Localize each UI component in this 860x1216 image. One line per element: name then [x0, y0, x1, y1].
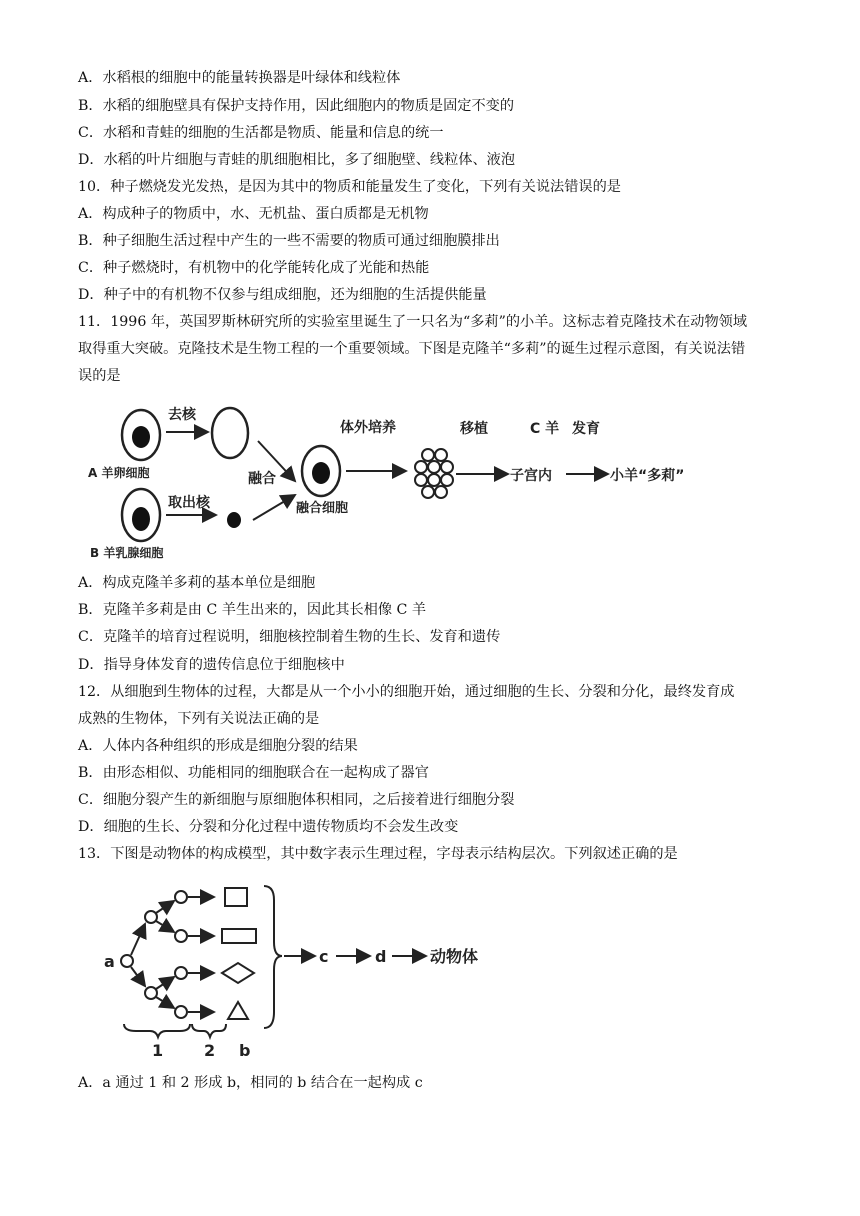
q9-option-a: A．水稻根的细胞中的能量转换器是叶绿体和线粒体	[78, 70, 401, 86]
brace-1	[124, 1024, 190, 1037]
sheep-c-label: C 羊	[530, 421, 560, 437]
q11-stem-line-2: 取得重大突破。克隆技术是生物工程的一个重要领域。下图是克隆羊“多莉”的诞生过程示意图，有关说法错	[78, 341, 746, 357]
tissue-rectangle	[222, 929, 256, 943]
q9-option-c: C．水稻和青蛙的细胞的生活都是物质、能量和信息的统一	[78, 125, 444, 141]
cell-lower	[145, 987, 157, 999]
cell-a	[121, 955, 133, 967]
cell-4	[175, 1006, 187, 1018]
q12-option-a: A．人体内各种组织的形成是细胞分裂的结果	[78, 738, 358, 754]
q12-option-c: C．细胞分裂产生的新细胞与原细胞体积相同，之后接着进行细胞分裂	[78, 792, 515, 808]
q12-stem-line-2: 成熟的生物体，下列有关说法正确的是	[78, 711, 320, 727]
culture-label: 体外培养	[340, 420, 396, 436]
cloning-diagram	[88, 395, 728, 570]
take-nucleus-label: 取出核	[168, 495, 210, 511]
q11-option-a: A．构成克隆羊多莉的基本单位是细胞	[78, 575, 316, 591]
q13-option-a: A．a 通过 1 和 2 形成 b，相同的 b 结合在一起构成 c	[78, 1075, 423, 1091]
brace-2	[192, 1024, 226, 1037]
cell-3	[175, 967, 187, 979]
q10-option-c: C．种子燃烧时，有机物中的化学能转化成了光能和热能	[78, 260, 430, 276]
label-1: 1	[152, 1041, 164, 1060]
enucleated-egg	[212, 408, 248, 458]
cell-2	[175, 930, 187, 942]
label-animal: 动物体	[430, 947, 479, 966]
q11-option-b: B．克隆羊多莉是由 C 羊生出来的，因此其长相像 C 羊	[78, 602, 427, 618]
q12-stem-line-1: 12．从细胞到生物体的过程，大都是从一个小小的细胞开始，通过细胞的生长、分裂和分化，最终发育成	[78, 684, 735, 700]
mammary-cell	[122, 489, 160, 541]
q10-option-b: B．种子细胞生活过程中产生的一些不需要的物质可通过细胞膜排出	[78, 233, 500, 249]
q12-option-d: D．细胞的生长、分裂和分化过程中遗传物质均不会发生改变	[78, 819, 459, 835]
cell-upper	[145, 911, 157, 923]
label-d: d	[375, 947, 387, 966]
grouping-brace	[264, 886, 282, 1028]
label-a: a	[104, 952, 115, 971]
egg-cell	[122, 410, 160, 460]
label-b: b	[239, 1041, 251, 1060]
cell-1	[175, 891, 187, 903]
tissue-diamond	[222, 963, 254, 983]
donor-nucleus	[227, 512, 241, 528]
uterus-label: 子宫内	[510, 468, 552, 484]
develop-label: 发育	[572, 421, 600, 437]
label-c: c	[319, 947, 329, 966]
fused-cell-label: 融合细胞	[296, 501, 349, 516]
animal-structure-diagram	[100, 878, 520, 1063]
lamb-label: 小羊“多莉”	[610, 468, 685, 484]
egg-cell-label: A 羊卵细胞	[88, 466, 150, 480]
q10-option-d: D．种子中的有机物不仅参与组成细胞，还为细胞的生活提供能量	[78, 287, 487, 303]
q10-option-a: A．构成种子的物质中，水、无机盐、蛋白质都是无机物	[78, 206, 429, 222]
q11-option-d: D．指导身体发育的遗传信息位于细胞核中	[78, 657, 345, 673]
q11-stem-line-3: 误的是	[78, 368, 121, 384]
fuse-label: 融合	[248, 471, 276, 487]
q12-option-b: B．由形态相似、功能相同的细胞联合在一起构成了器官	[78, 765, 429, 781]
q10-stem: 10．种子燃烧发光发热，是因为其中的物质和能量发生了变化，下列有关说法错误的是	[78, 179, 621, 195]
embryo-cluster	[415, 449, 453, 498]
label-2: 2	[204, 1041, 216, 1060]
q9-option-b: B．水稻的细胞壁具有保护支持作用，因此细胞内的物质是固定不变的	[78, 98, 515, 114]
mammary-cell-label: B 羊乳腺细胞	[90, 546, 164, 560]
transplant-label: 移植	[460, 421, 488, 437]
q9-option-d: D．水稻的叶片细胞与青蛙的肌细胞相比，多了细胞壁、线粒体、液泡	[78, 152, 516, 168]
q11-option-c: C．克隆羊的培育过程说明，细胞核控制着生物的生长、发育和遗传	[78, 629, 501, 645]
tissue-square	[225, 888, 247, 906]
q13-stem: 13．下图是动物体的构成模型，其中数字表示生理过程，字母表示结构层次。下列叙述正确的是	[78, 846, 678, 862]
tissue-triangle	[228, 1002, 248, 1019]
fused-cell	[302, 446, 340, 496]
q11-stem-line-1: 11．1996 年，英国罗斯林研究所的实验室里诞生了一只名为“多莉”的小羊。这标志着克隆技术在动物领域	[78, 314, 748, 330]
remove-nucleus-label: 去核	[168, 407, 196, 423]
